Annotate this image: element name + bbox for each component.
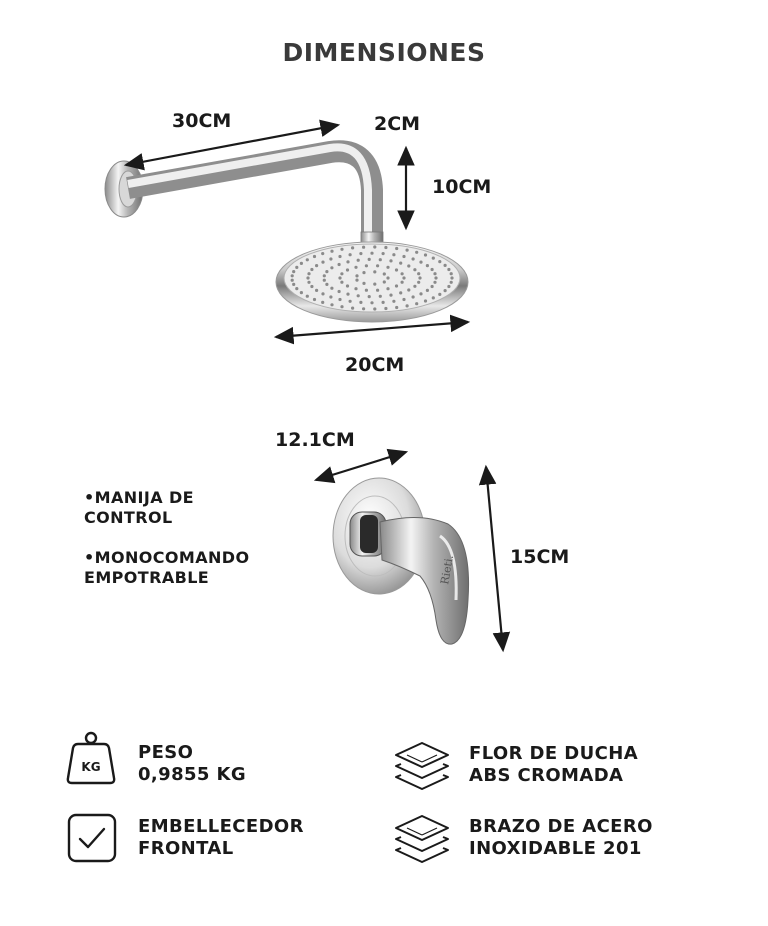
feature-arm-material: BRAZO DE ACERO INOXIDABLE 201 bbox=[469, 816, 653, 859]
nozzle-dot bbox=[438, 260, 441, 263]
nozzle-dot bbox=[379, 295, 382, 298]
nozzle-dot bbox=[401, 272, 404, 275]
nozzle-dot bbox=[291, 274, 294, 277]
nozzle-dot bbox=[412, 295, 415, 298]
nozzle-dot bbox=[323, 279, 326, 282]
nozzle-dot bbox=[330, 287, 333, 290]
nozzle-dot bbox=[447, 285, 450, 288]
nozzle-dot bbox=[362, 271, 365, 274]
shower-head bbox=[276, 242, 468, 322]
feature-shower-head-material: FLOR DE DUCHA ABS CROMADA bbox=[469, 743, 639, 786]
head-diameter-label: 20CM bbox=[345, 354, 405, 376]
nozzle-dot bbox=[349, 300, 352, 303]
nozzle-dot bbox=[450, 281, 453, 284]
nozzle-dot bbox=[368, 258, 371, 261]
nozzle-dot bbox=[433, 281, 436, 284]
nozzle-dot bbox=[395, 268, 398, 271]
nozzle-dot bbox=[306, 258, 309, 261]
nozzle-dot bbox=[376, 289, 379, 292]
nozzle-dot bbox=[340, 305, 343, 308]
nozzle-dot bbox=[395, 247, 398, 250]
nozzle-dot bbox=[402, 255, 405, 258]
nozzle-dot bbox=[346, 284, 349, 287]
nozzle-dot bbox=[376, 264, 379, 267]
nozzle-dot bbox=[444, 264, 447, 267]
nozzle-dot bbox=[300, 262, 303, 265]
nozzle-dot bbox=[379, 258, 382, 261]
nozzle-dot bbox=[355, 274, 358, 277]
nozzle-dot bbox=[418, 276, 421, 279]
valve-depth-label: 12.1CM bbox=[275, 429, 355, 451]
nozzle-dot bbox=[321, 301, 324, 304]
nozzle-dot bbox=[365, 264, 368, 267]
nozzle-dot bbox=[370, 301, 373, 304]
nozzle-dot bbox=[383, 280, 386, 283]
weight-kg-icon bbox=[66, 730, 116, 786]
nozzle-dot bbox=[338, 255, 341, 258]
nozzle-dot bbox=[321, 292, 324, 295]
nozzle-dot bbox=[373, 245, 376, 248]
nozzle-dot bbox=[406, 249, 409, 252]
nozzle-dot bbox=[438, 293, 441, 296]
bullet-control-handle: •MANIJA DE CONTROL bbox=[84, 488, 194, 527]
nozzle-dot bbox=[359, 252, 362, 255]
nozzle-dot bbox=[415, 251, 418, 254]
nozzle-dot bbox=[307, 272, 310, 275]
page-title: DIMENSIONES bbox=[282, 38, 486, 67]
nozzle-dot bbox=[354, 266, 357, 269]
nozzle-dot bbox=[386, 287, 389, 290]
nozzle-dot bbox=[382, 252, 385, 255]
valve-depth-arrow bbox=[316, 452, 406, 480]
bullet-single-lever: •MONOCOMANDO EMPOTRABLE bbox=[84, 548, 250, 587]
nozzle-dot bbox=[338, 263, 341, 266]
nozzle-dot bbox=[310, 285, 313, 288]
nozzle-dot bbox=[401, 281, 404, 284]
nozzle-dot bbox=[417, 272, 420, 275]
nozzle-dot bbox=[368, 295, 371, 298]
head-diameter-arrow bbox=[276, 322, 468, 337]
nozzle-dot bbox=[426, 264, 429, 267]
nozzle-dot bbox=[346, 268, 349, 271]
feature-front-trim: EMBELLECEDOR FRONTAL bbox=[138, 816, 304, 859]
nozzle-dot bbox=[450, 276, 453, 279]
nozzle-dot bbox=[431, 285, 434, 288]
arm-diameter-label: 2CM bbox=[374, 113, 421, 135]
mixer-valve bbox=[333, 478, 469, 644]
nozzle-dot bbox=[329, 295, 332, 298]
layers-icon bbox=[393, 740, 451, 796]
nozzle-dot bbox=[292, 283, 295, 286]
valve-height-arrow bbox=[486, 467, 503, 650]
nozzle-dot bbox=[413, 285, 416, 288]
nozzle-dot bbox=[357, 294, 360, 297]
nozzle-dot bbox=[338, 298, 341, 301]
nozzle-dot bbox=[434, 276, 437, 279]
nozzle-dot bbox=[330, 303, 333, 306]
nozzle-dot bbox=[431, 268, 434, 271]
brand-mark: Rieti. bbox=[438, 553, 457, 586]
nozzle-dot bbox=[407, 264, 410, 267]
nozzle-dot bbox=[402, 276, 405, 279]
nozzle-dot bbox=[354, 287, 357, 290]
nozzle-dot bbox=[315, 289, 318, 292]
nozzle-dot bbox=[415, 302, 418, 305]
nozzle-dot bbox=[362, 246, 365, 249]
nozzle-dot bbox=[321, 252, 324, 255]
nozzle-dot bbox=[426, 289, 429, 292]
nozzle-dot bbox=[325, 283, 328, 286]
nozzle-dot bbox=[365, 289, 368, 292]
nozzle-dot bbox=[402, 298, 405, 301]
nozzle-dot bbox=[292, 270, 295, 273]
nozzle-dot bbox=[419, 292, 422, 295]
nozzle-dot bbox=[384, 246, 387, 249]
nozzle-dot bbox=[338, 290, 341, 293]
nozzle-dot bbox=[315, 264, 318, 267]
nozzle-dot bbox=[330, 266, 333, 269]
nozzle-dot bbox=[395, 306, 398, 309]
nozzle-dot bbox=[392, 253, 395, 256]
valve-height-label: 15CM bbox=[510, 546, 570, 568]
nozzle-dot bbox=[444, 289, 447, 292]
nozzle-dot bbox=[340, 281, 343, 284]
nozzle-dot bbox=[310, 268, 313, 271]
nozzle-dot bbox=[413, 268, 416, 271]
nozzle-dot bbox=[384, 307, 387, 310]
nozzle-dot bbox=[340, 272, 343, 275]
nozzle-dot bbox=[313, 255, 316, 258]
nozzle-dot bbox=[424, 299, 427, 302]
nozzle-dot bbox=[346, 260, 349, 263]
nozzle-dot bbox=[340, 248, 343, 251]
layers-icon bbox=[393, 813, 451, 869]
nozzle-dot bbox=[323, 274, 326, 277]
nozzle-dot bbox=[419, 261, 422, 264]
nozzle-dot bbox=[433, 272, 436, 275]
nozzle-dot bbox=[407, 288, 410, 291]
nozzle-dot bbox=[291, 279, 294, 282]
nozzle-dot bbox=[373, 270, 376, 273]
feature-weight: PESO 0,9855 KG bbox=[138, 742, 247, 785]
nozzle-dot bbox=[355, 279, 358, 282]
nozzle-dot bbox=[313, 298, 316, 301]
nozzle-dot bbox=[362, 282, 365, 285]
nozzle-dot bbox=[351, 307, 354, 310]
nozzle-dot bbox=[300, 291, 303, 294]
nozzle-dot bbox=[307, 281, 310, 284]
nozzle-dot bbox=[306, 276, 309, 279]
nozzle-dot bbox=[389, 294, 392, 297]
nozzle-dot bbox=[392, 300, 395, 303]
nozzle-dot bbox=[373, 307, 376, 310]
nozzle-dot bbox=[389, 259, 392, 262]
nozzle-dot bbox=[349, 253, 352, 256]
nozzle-dot bbox=[359, 301, 362, 304]
nozzle-dot bbox=[362, 307, 365, 310]
drop-height-label: 10CM bbox=[432, 176, 492, 198]
nozzle-dot bbox=[399, 291, 402, 294]
nozzle-dot bbox=[329, 257, 332, 260]
nozzle-dot bbox=[370, 252, 373, 255]
nozzle-dot bbox=[399, 262, 402, 265]
nozzle-dot bbox=[295, 266, 298, 269]
nozzle-dot bbox=[338, 276, 341, 279]
nozzle-dot bbox=[447, 268, 450, 271]
nozzle-dot bbox=[306, 295, 309, 298]
nozzle-dot bbox=[330, 250, 333, 253]
nozzle-dot bbox=[432, 257, 435, 260]
nozzle-dot bbox=[346, 293, 349, 296]
nozzle-dot bbox=[406, 304, 409, 307]
nozzle-dot bbox=[412, 257, 415, 260]
nozzle-dot bbox=[295, 287, 298, 290]
nozzle-dot bbox=[325, 270, 328, 273]
svg-text:KG: KG bbox=[81, 760, 101, 774]
nozzle-dot bbox=[450, 272, 453, 275]
nozzle-dot bbox=[386, 266, 389, 269]
nozzle-dot bbox=[357, 259, 360, 262]
arm-length-label: 30CM bbox=[172, 110, 232, 132]
nozzle-dot bbox=[432, 296, 435, 299]
nozzle-dot bbox=[424, 253, 427, 256]
nozzle-dot bbox=[382, 301, 385, 304]
nozzle-dot bbox=[373, 283, 376, 286]
nozzle-dot bbox=[417, 281, 420, 284]
nozzle-dot bbox=[383, 272, 386, 275]
nozzle-dot bbox=[321, 261, 324, 264]
nozzle-dot bbox=[395, 284, 398, 287]
checkbox-icon bbox=[66, 812, 118, 864]
nozzle-dot bbox=[386, 276, 389, 279]
nozzle-dot bbox=[351, 246, 354, 249]
